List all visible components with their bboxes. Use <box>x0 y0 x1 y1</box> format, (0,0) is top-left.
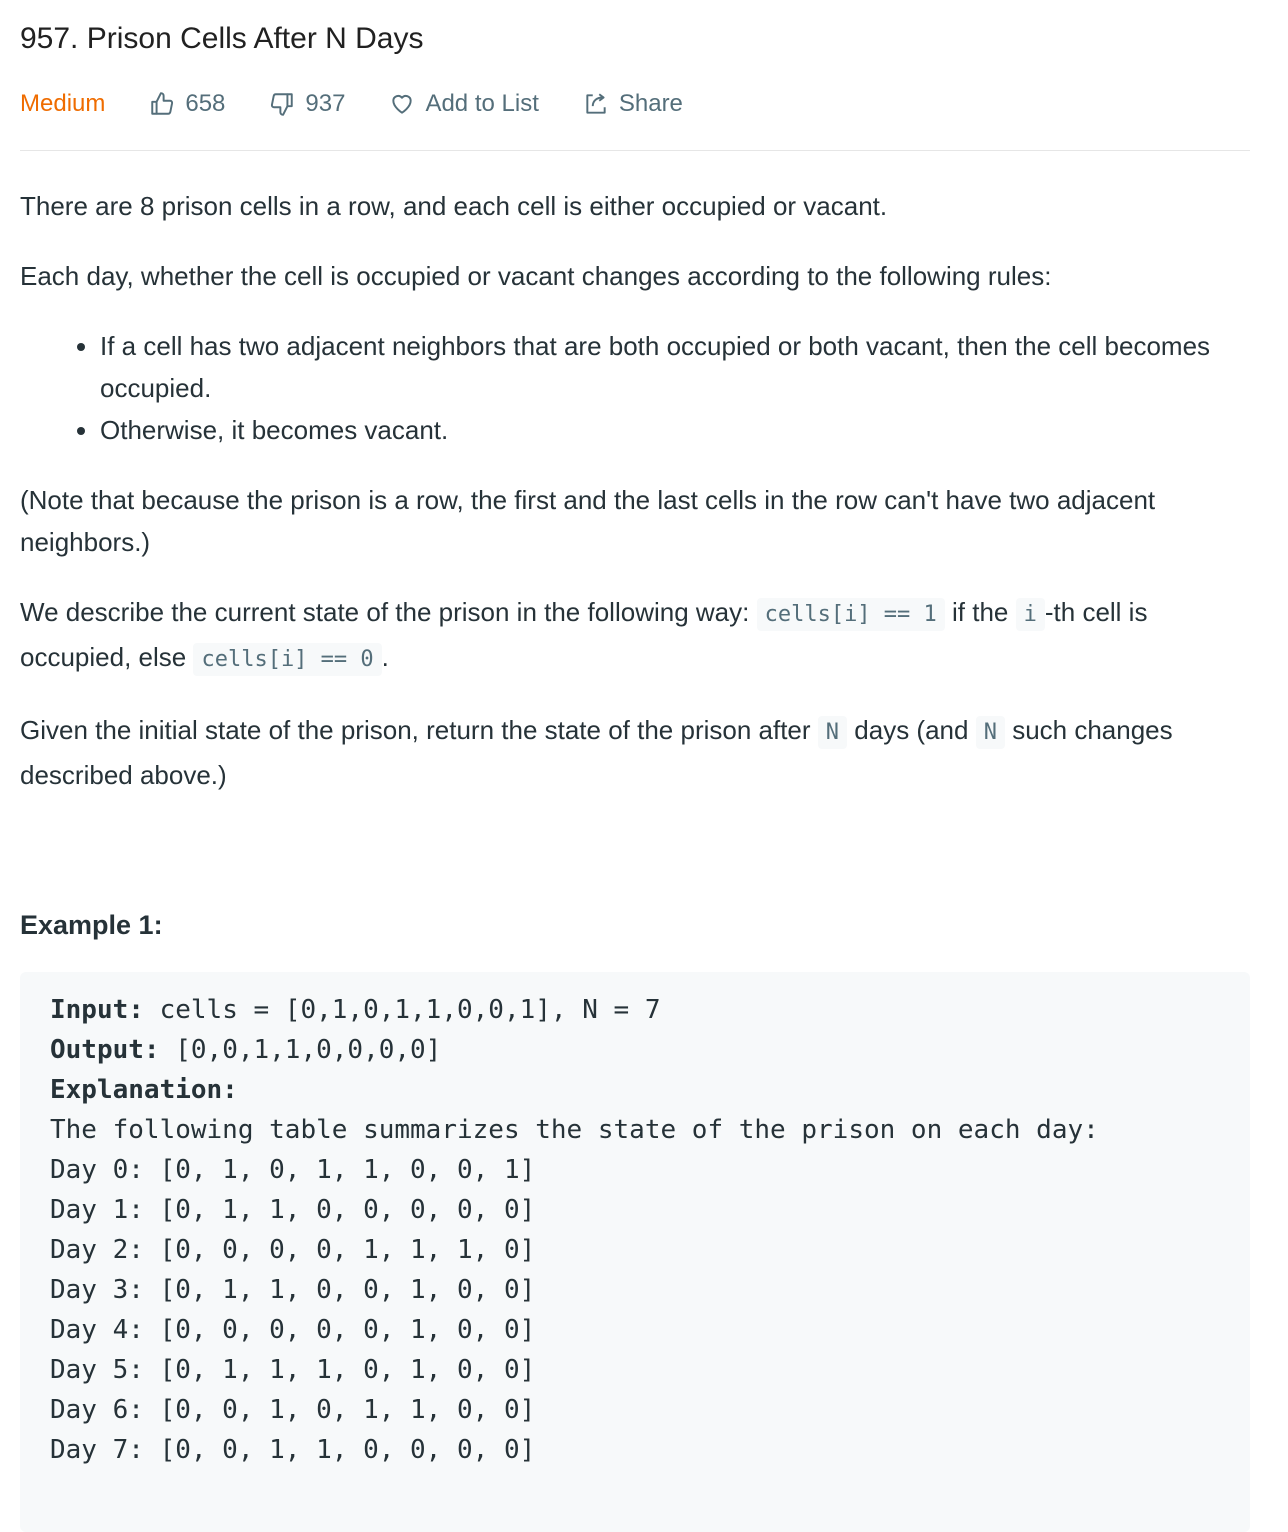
dislike-button[interactable] <box>269 90 345 118</box>
inline-code: cells[i] == 0 <box>193 643 381 676</box>
share-icon <box>583 91 609 117</box>
explanation-text: The following table summarizes the state of the prison on each day: <box>50 1115 1099 1145</box>
add-to-list-label: Add to List <box>425 90 539 117</box>
list-item: • Otherwise, it becomes vacant. <box>100 409 1250 451</box>
divider <box>20 150 1250 151</box>
input-label: Input: <box>50 995 144 1025</box>
description-paragraph: Each day, whether the cell is occupied or vacant changes according to the following rules: <box>20 261 1052 291</box>
description-paragraph <box>20 591 1250 681</box>
day-row: Day 0: [0, 1, 0, 1, 1, 0, 0, 1] <box>50 1155 536 1185</box>
day-row: Day 2: [0, 0, 0, 0, 1, 1, 1, 0] <box>50 1235 536 1265</box>
list-item: • If a cell has two adjacent neighbors that are both occupied or both vacant, then the cell becomes occupied. <box>100 325 1250 409</box>
example-block <box>20 972 1250 1532</box>
output-value: [0,0,1,1,0,0,0,0] <box>159 1035 442 1065</box>
day-row: Day 3: [0, 1, 1, 0, 0, 1, 0, 0] <box>50 1275 536 1305</box>
thumbs-down-icon <box>269 91 295 117</box>
share-label: Share <box>618 90 683 117</box>
day-row: Day 5: [0, 1, 1, 1, 0, 1, 0, 0] <box>50 1355 536 1385</box>
text-segment: We describe the current state of the prison in the following way: <box>20 597 750 627</box>
text-segment: Given the initial state of the prison, return the state of the prison after <box>20 715 811 745</box>
share-button[interactable] <box>583 90 683 118</box>
inline-code: cells[i] == 1 <box>757 598 945 631</box>
inline-code: N <box>818 716 847 749</box>
like-count: 658 <box>185 90 226 117</box>
problem-description <box>20 185 1250 1532</box>
day-row: Day 4: [0, 0, 0, 0, 0, 1, 0, 0] <box>50 1315 536 1345</box>
page-title: 957. Prison Cells After N Days <box>20 22 424 55</box>
like-button[interactable] <box>149 90 225 118</box>
text-segment: such changes described above.) <box>20 715 1173 790</box>
explanation-label: Explanation: <box>50 1075 238 1105</box>
example-title: Example 1: <box>20 910 163 940</box>
problem-page <box>20 0 1250 1532</box>
text-segment: if the <box>952 597 1009 627</box>
description-paragraph: (Note that because the prison is a row, the first and the last cells in the row can't have two adjacent neighbors.) <box>20 485 1156 557</box>
input-value: cells = [0,1,0,1,1,0,0,1], N = 7 <box>143 995 661 1025</box>
inline-code: i <box>1016 598 1045 631</box>
day-row: Day 1: [0, 1, 1, 0, 0, 0, 0, 0] <box>50 1195 536 1225</box>
thumbs-up-icon <box>149 91 175 117</box>
text-segment: days (and <box>854 715 969 745</box>
add-to-list-button[interactable] <box>389 90 538 118</box>
text-segment: . <box>381 642 389 672</box>
difficulty-badge: Medium <box>20 90 106 117</box>
day-row: Day 6: [0, 0, 1, 0, 1, 1, 0, 0] <box>50 1395 536 1425</box>
problem-meta-bar <box>20 78 1250 130</box>
day-row: Day 7: [0, 0, 1, 1, 0, 0, 0, 0] <box>50 1435 536 1465</box>
inline-code: N <box>976 716 1005 749</box>
dislike-count: 937 <box>305 90 346 117</box>
output-label: Output: <box>50 1035 160 1065</box>
text-segment: -th cell is occupied, else <box>20 597 1148 672</box>
description-paragraph: There are 8 prison cells in a row, and each cell is either occupied or vacant. <box>20 191 888 221</box>
heart-icon <box>389 91 415 117</box>
description-paragraph <box>20 709 1250 796</box>
rules-list <box>20 325 1250 451</box>
